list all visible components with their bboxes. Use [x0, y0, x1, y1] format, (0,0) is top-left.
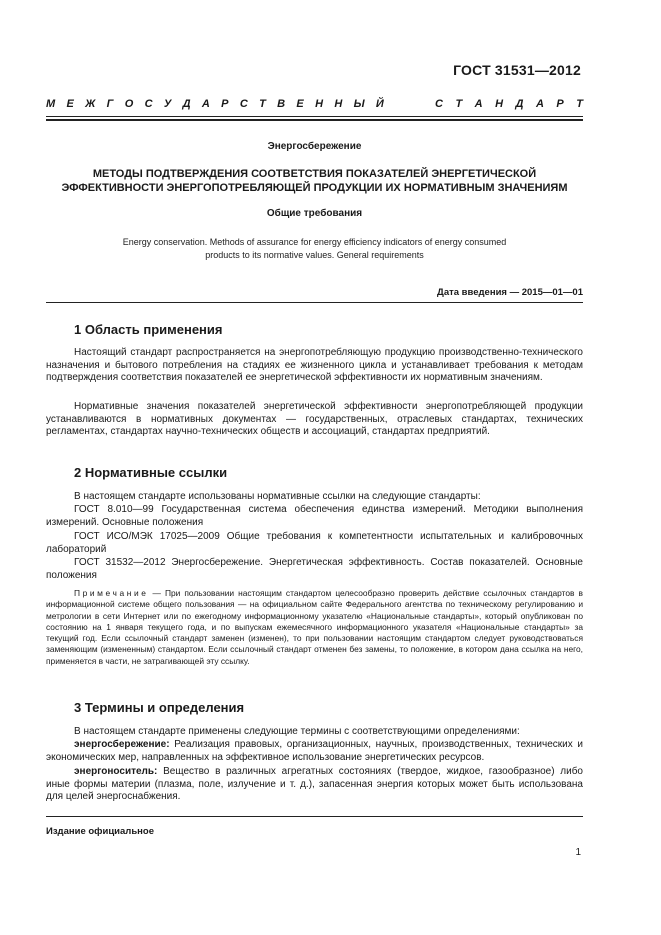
date-rule [46, 302, 583, 303]
banner-letter: У [163, 98, 172, 110]
interstate-standard-banner [46, 98, 583, 114]
subject-title: Энергосбережение [267, 141, 362, 152]
banner-letter: Н [334, 98, 343, 110]
official-edition: Издание официальное [46, 826, 154, 837]
title-line: МЕТОДЫ ПОДТВЕРЖДЕНИЯ СООТВЕТСТВИЯ ПОКАЗАТЕЛЕЙ ЭНЕРГЕТИЧЕСКОЙ [92, 168, 537, 180]
banner-letter: М [46, 98, 56, 110]
general-requirements-title: Общие требования [266, 208, 363, 219]
interstate-word [46, 98, 384, 114]
section-3-intro: В настоящем стандарте применены следующие термины с соответствующими определениями: [74, 726, 520, 737]
section-2-intro: В настоящем стандарте использованы нормативные ссылки на следующие стандарты: [74, 491, 481, 502]
banner-letter: Т [576, 98, 583, 110]
header-rule-top [46, 116, 583, 117]
date-of-introduction: Дата введения — 2015—01—01 [437, 287, 583, 298]
banner-letter: Т [455, 98, 463, 110]
banner-letter: С [144, 98, 153, 110]
normative-reference: ГОСТ 8.010—99 Государственная система обеспечения единства измерений. Методики выполнения измерений. Основные положения [46, 504, 583, 528]
banner-letter: Н [315, 98, 324, 110]
term-name: энергосбережение: [74, 739, 170, 750]
section-2-heading: 2 Нормативные ссылки [74, 465, 228, 480]
note-label: Примечание [74, 588, 149, 598]
banner-letter: Р [221, 98, 229, 110]
section-1-paragraph: Нормативные значения показателей энергетической эффективности энергопотребляющей продукции устанавливаются в нормативных документах — государственных, отраслевых стандартах, технических регламентах, стандартах научно-технических обществ и ассоциаций, стандартах предприятий. [46, 401, 583, 438]
term-name: энергоноситель: [74, 766, 158, 777]
banner-letter: В [277, 98, 286, 110]
english-title-line: products to its normative values. General requirements [205, 249, 424, 260]
english-title-line: Energy conservation. Methods of assurance for energy efficiency indicators of energy consumed [122, 237, 507, 247]
english-title [46, 236, 583, 261]
document-title [46, 167, 583, 195]
header-rule-bottom [46, 119, 583, 121]
normative-reference: ГОСТ 31532—2012 Энергосбережение. Энергетическая эффективность. Состав показателей. Основные положения [46, 557, 583, 581]
term-definition [46, 739, 583, 764]
banner-letter: С [435, 98, 443, 110]
banner-letter: Т [259, 98, 266, 110]
footer-rule [46, 816, 583, 817]
term-text: Вещество в различных агрегатных состояниях (твердое, жидкое, газообразное) либо иные формы материи (плазма, поле, излучение и т. д.), запасенная энергия которых может быть использована для целей энергоснабжения. [46, 766, 583, 803]
banner-letter: Д [182, 98, 191, 110]
banner-letter: Н [495, 98, 504, 110]
gost-number: ГОСТ 31531—2012 [453, 62, 581, 78]
banner-letter: Й [375, 98, 384, 110]
banner-letter: Ж [85, 98, 96, 110]
banner-letter: А [535, 98, 544, 110]
banner-letter: Е [296, 98, 304, 110]
banner-letter: Г [106, 98, 114, 110]
banner-letter: А [201, 98, 210, 110]
banner-letter: Е [66, 98, 74, 110]
section-1-heading: 1 Область применения [74, 322, 223, 337]
term-text: Реализация правовых, организационных, научных, производственных, технических и экономических мер, направленных на эффективное использование энергетических ресурсов. [46, 739, 583, 763]
note-paragraph [46, 588, 583, 667]
banner-letter: С [239, 98, 248, 110]
banner-letter: Д [515, 98, 524, 110]
banner-letter: Р [556, 98, 564, 110]
page-number: 1 [575, 847, 581, 858]
banner-letter: Ы [353, 98, 365, 110]
banner-letter: О [124, 98, 134, 110]
title-line: ЭФФЕКТИВНОСТИ ЭНЕРГОПОТРЕБЛЯЮЩЕЙ ПРОДУКЦИИ ИХ НОРМАТИВНЫМ ЗНАЧЕНИЯМ [61, 182, 568, 194]
banner-letter: А [474, 98, 483, 110]
term-definition [46, 766, 583, 804]
section-3-heading: 3 Термины и определения [74, 700, 245, 715]
note-text: — При пользовании настоящим стандартом целесообразно проверить действие ссылочных стандартов в информационной системе общего пользования — на официальном сайте Федерального агентства по техническому регулированию и метрологии в сети Интернет или по ежегодному информационному указателю «Национальные стандарты», который опубликован по состоянию на 1 января текущего года, и по выпускам ежемесячного информационного указателя «Национальные стандарты» за текущий год. Если ссылочный стандарт заменен (изменен), то при пользовании настоящим стандартом следует руководствоваться заменяющим (измененным) стандартом. Если ссылочный стандарт отменен без замены, то положение, в котором дана ссылка на него, применяется в части, не затрагивающей эту ссылку. [46, 588, 583, 666]
normative-reference: ГОСТ ИСО/МЭК 17025—2009 Общие требования к компетентности испытательных и калибровочных лабораторий [46, 531, 583, 555]
section-1-paragraph: Настоящий стандарт распространяется на энергопотребляющую продукцию производственно-технического назначения и бытового потребления на стадиях ее жизненного цикла и устанавливает требования к методам подтверждения соответствия показателей ее энергетической эффективности их нормативным значениям. [46, 347, 583, 384]
standard-word [435, 98, 583, 114]
